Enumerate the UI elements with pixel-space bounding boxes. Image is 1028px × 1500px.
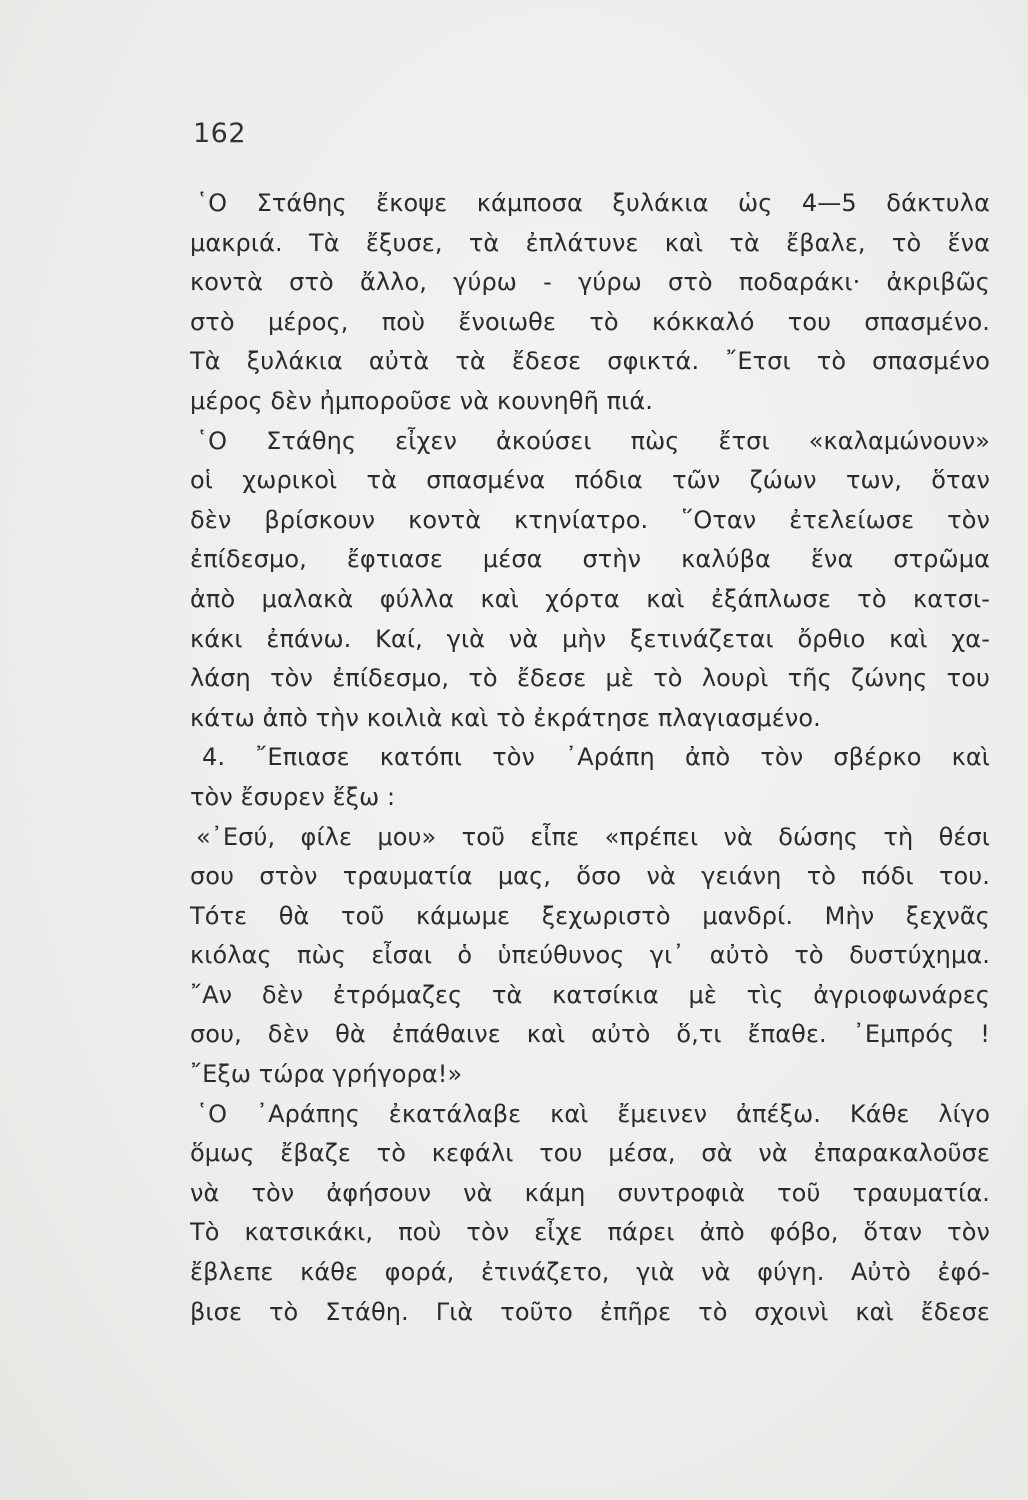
text-line: τὸν ἔσυρεν ἔξω : bbox=[190, 782, 396, 811]
text-line: Τότε θὰ τοῦ κάμωμε ξεχωριστὸ μανδρί. Μὴν ξεχνᾶς bbox=[190, 901, 990, 930]
text-line: κιόλας πὼς εἶσαι ὁ ὑπεύθυνος γι᾿ αὐτὸ τὸ δυστύχημα. bbox=[190, 941, 990, 970]
text-line: σου στὸν τραυματία μας, ὅσο νὰ γειάνη τὸ πόδι του. bbox=[190, 862, 990, 891]
text-line: κάτω ἀπὸ τὴν κοιλιὰ καὶ τὸ ἐκράτησε πλαγιασμένο. bbox=[190, 703, 821, 732]
text-line: κοντὰ στὸ ἄλλο, γύρω - γύρω στὸ ποδαράκι· ἀκριβῶς bbox=[190, 268, 990, 297]
page-number: 162 bbox=[193, 118, 247, 149]
text-line: σου, δὲν θὰ ἐπάθαινε καὶ αὐτὸ ὅ,τι ἔπαθε. ᾿Εμπρός ! bbox=[190, 1020, 990, 1049]
text-line: νὰ τὸν ἀφήσουν νὰ κάμη συντροφιὰ τοῦ τραυματία. bbox=[190, 1178, 990, 1207]
text-line: ἀπὸ μαλακὰ φύλλα καὶ χόρτα καὶ ἐξάπλωσε τὸ κατσι- bbox=[190, 584, 990, 613]
text-line: δὲν βρίσκουν κοντὰ κτηνίατρο. ῞Οταν ἐτελείωσε τὸν bbox=[190, 505, 990, 534]
text-line: ὅμως ἔβαζε τὸ κεφάλι του μέσα, σὰ νὰ ἐπαρακαλοῦσε bbox=[190, 1139, 990, 1168]
text-line: λάση τὸν ἐπίδεσμο, τὸ ἔδεσε μὲ τὸ λουρὶ τῆς ζώνης του bbox=[190, 664, 990, 693]
text-line: ἐπίδεσμο, ἔφτιασε μέσα στὴν καλύβα ἕνα στρῶμα bbox=[190, 545, 990, 574]
text-line: στὸ μέρος, ποὺ ἔνοιωθε τὸ κόκκαλό του σπασμένο. bbox=[190, 307, 990, 336]
text-line: οἱ χωρικοὶ τὰ σπασμένα πόδια τῶν ζώων των, ὅταν bbox=[190, 466, 990, 495]
text-line: ῾Ο Στάθης εἶχεν ἀκούσει πὼς ἔτσι «καλαμώνουν» bbox=[196, 426, 990, 455]
text-line: ῾Ο Στάθης ἔκοψε κάμποσα ξυλάκια ὡς 4—5 δάκτυλα bbox=[196, 189, 990, 217]
text-line: 4. ῎Επιασε κατόπι τὸν ᾿Αράπη ἀπὸ τὸν σβέρκο καὶ bbox=[202, 743, 990, 772]
text-line: μακριά. Τὰ ἔξυσε, τὰ ἐπλάτυνε καὶ τὰ ἔβαλε, τὸ ἕνα bbox=[190, 228, 990, 257]
text-line: βισε τὸ Στάθη. Γιὰ τοῦτο ἐπῆρε τὸ σχοινὶ καὶ ἔδεσε bbox=[190, 1297, 990, 1326]
text-line: κάκι ἐπάνω. Καί, γιὰ νὰ μὴν ξετινάζεται ὄρθιο καὶ χα- bbox=[190, 624, 990, 653]
text-line: ῾Ο ᾿Αράπης ἐκατάλαβε καὶ ἔμεινεν ἀπέξω. Κάθε λίγο bbox=[196, 1099, 990, 1128]
text-line: Τὰ ξυλάκια αὐτὰ τὰ ἔδεσε σφικτά. ῎Ετσι τὸ σπασμένο bbox=[190, 347, 990, 376]
text-line: ῎Αν δὲν ἐτρόμαζες τὰ κατσίκια μὲ τὶς ἀγριοφωνάρες bbox=[190, 980, 990, 1009]
text-line: ἔβλεπε κάθε φορά, ἐτινάζετο, γιὰ νὰ φύγη. Αὐτὸ ἐφό- bbox=[190, 1258, 990, 1287]
text-line: ῎Εξω τώρα γρήγορα!» bbox=[190, 1060, 463, 1089]
text-line: «᾿Εσύ, φίλε μου» τοῦ εἶπε «πρέπει νὰ δώσης τὴ θέσι bbox=[196, 822, 990, 851]
text-line: μέρος δὲν ἠμποροῦσε νὰ κουνηθῆ πιά. bbox=[190, 386, 654, 415]
body-text bbox=[190, 184, 990, 1332]
text-line: Τὸ κατσικάκι, ποὺ τὸν εἶχε πάρει ἀπὸ φόβο, ὅταν τὸν bbox=[190, 1218, 990, 1247]
